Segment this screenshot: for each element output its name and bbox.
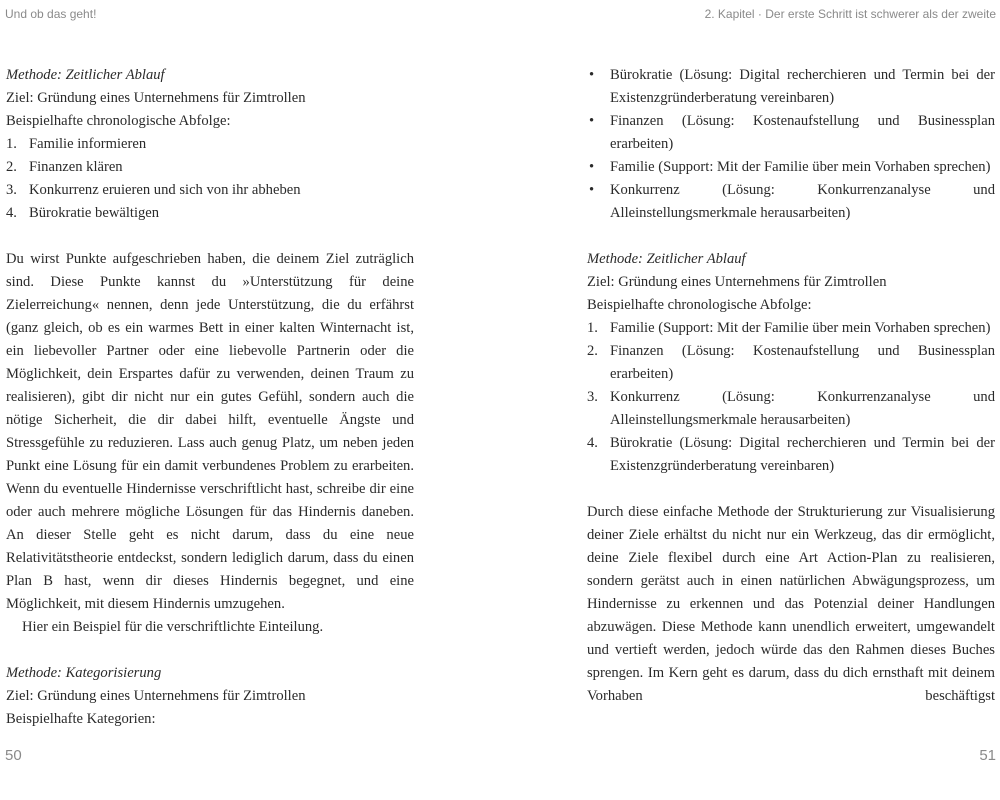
list-number: 2. [587, 343, 598, 359]
method-goal: Ziel: Gründung eines Unternehmens für Zimtrollen [6, 688, 306, 704]
list-number: 4. [6, 205, 17, 221]
left-page-column [6, 64, 414, 731]
list-item-text: Konkurrenz (Lösung: Konkurrenzanalyse und Alleinstellungsmerkmale herausarbeiten) [610, 389, 995, 428]
bullet-list [587, 64, 995, 225]
method-title: Methode: Zeitlicher Ablauf [587, 251, 746, 267]
list-item-text: Bürokratie (Lösung: Digital recherchieren und Termin bei der Existenzgründerberatung vereinbaren) [610, 67, 995, 106]
list-item-text: Konkurrenz eruieren und sich von ihr abheben [29, 182, 301, 198]
list-item [587, 179, 995, 225]
bullet-marker: • [589, 67, 595, 83]
right-page-column [587, 64, 995, 708]
list-item [587, 340, 995, 386]
list-item-text: Familie (Support: Mit der Familie über mein Vorhaben sprechen) [610, 159, 991, 175]
running-head-right: 2. Kapitel · Der erste Schritt ist schwerer als der zweite [704, 7, 996, 21]
paragraph-gap [6, 639, 414, 662]
paragraph-gap [587, 225, 995, 248]
list-number: 2. [6, 159, 17, 175]
method-title: Methode: Kategorisierung [6, 665, 162, 681]
list-item-text: Finanzen (Lösung: Kostenaufstellung und Businessplan erarbeiten) [610, 343, 995, 382]
list-item [587, 110, 995, 156]
list-item [6, 133, 414, 156]
bullet-marker: • [589, 159, 595, 175]
numbered-list [6, 133, 414, 225]
running-head-left: Und ob das geht! [5, 7, 97, 21]
bullet-marker: • [589, 182, 595, 198]
list-item [587, 317, 995, 340]
method-goal: Ziel: Gründung eines Unternehmens für Zimtrollen [587, 274, 887, 290]
list-number: 4. [587, 435, 598, 451]
paragraph-gap [587, 478, 995, 501]
list-item [587, 64, 995, 110]
list-item [587, 432, 995, 478]
list-number: 1. [6, 136, 17, 152]
list-item-text: Konkurrenz (Lösung: Konkurrenzanalyse und Alleinstellungsmerkmale herausarbeiten) [610, 182, 995, 221]
page-number-right: 51 [979, 747, 996, 764]
list-item [587, 156, 995, 179]
list-item-text: Familie (Support: Mit der Familie über mein Vorhaben sprechen) [610, 320, 991, 336]
list-number: 3. [6, 182, 17, 198]
list-item-text: Finanzen klären [29, 159, 123, 175]
page-number-left: 50 [5, 747, 22, 764]
list-item [6, 156, 414, 179]
body-paragraph: Durch diese einfache Methode der Strukturierung zur Visualisierung deiner Ziele erhältst du nicht nur ein Werkzeug, das dir ermöglicht, deine Ziele flexibel durch eine Art Action-Plan zu realisieren, sondern gerätst auch in einen natürlichen Abwägungsprozess, um Hindernisse zu erkennen und das Potenzial deiner Handlungen abzuwägen. Diese Methode kann unendlich erweitert, umgewandelt und vertieft werden, jedoch würde das den Rahmen dieses Buches sprengen. Im Kern geht es darum, dass du dich ernsthaft mit deinem Vorhaben beschäftigst [587, 504, 995, 704]
paragraph-gap [6, 225, 414, 248]
method-intro: Beispielhafte Kategorien: [6, 711, 156, 727]
list-item-text: Familie informieren [29, 136, 147, 152]
body-paragraph: Hier ein Beispiel für die verschriftlichte Einteilung. [22, 619, 324, 635]
list-number: 1. [587, 320, 598, 336]
list-item-text: Bürokratie (Lösung: Digital recherchieren und Termin bei der Existenzgründerberatung vereinbaren) [610, 435, 995, 474]
body-paragraph: Du wirst Punkte aufgeschrieben haben, die deinem Ziel zuträglich sind. Diese Punkte kannst du »Unterstützung für deine Zielerreichung« nennen, denn jede Unterstützung, die du erfährst (ganz gleich, ob es ein warmes Bett in einer kalten Winternacht ist, ein liebevoller Partner oder eine liebevolle Partnerin oder die Möglichkeit, dein Erspartes dafür zu verwenden, deinen Traum zu realisieren), gibt dir nicht nur ein gutes Gefühl, sondern auch die nötige Sicherheit, die dir dabei hilft, eventuelle Ängste und Stressgefühle zu reduzieren. Lass auch genug Platz, um neben jeden Punkt eine Lösung für ein damit verbundenes Problem zu erarbeiten. Wenn du eventuelle Hindernisse verschriftlicht hast, schreibe dir eine oder auch mehrere mögliche Lösungen für das Hindernis daneben. An dieser Stelle geht es nicht darum, dass du eine neue Relativitätstheorie entdeckst, sondern lediglich darum, dass du einen Plan B hast, wenn dir dieses Hindernis begegnet, und eine Möglichkeit, mit diesem Hindernis umzugehen. [6, 251, 414, 612]
list-item-text: Bürokratie bewältigen [29, 205, 160, 221]
list-item [6, 179, 414, 202]
method-title: Methode: Zeitlicher Ablauf [6, 67, 165, 83]
method-goal: Ziel: Gründung eines Unternehmens für Zimtrollen [6, 90, 306, 106]
numbered-list [587, 317, 995, 478]
list-item [587, 386, 995, 432]
method-intro: Beispielhafte chronologische Abfolge: [6, 113, 231, 129]
list-number: 3. [587, 389, 598, 405]
method-intro: Beispielhafte chronologische Abfolge: [587, 297, 812, 313]
list-item [6, 202, 414, 225]
bullet-marker: • [589, 113, 595, 129]
list-item-text: Finanzen (Lösung: Kostenaufstellung und Businessplan erarbeiten) [610, 113, 995, 152]
